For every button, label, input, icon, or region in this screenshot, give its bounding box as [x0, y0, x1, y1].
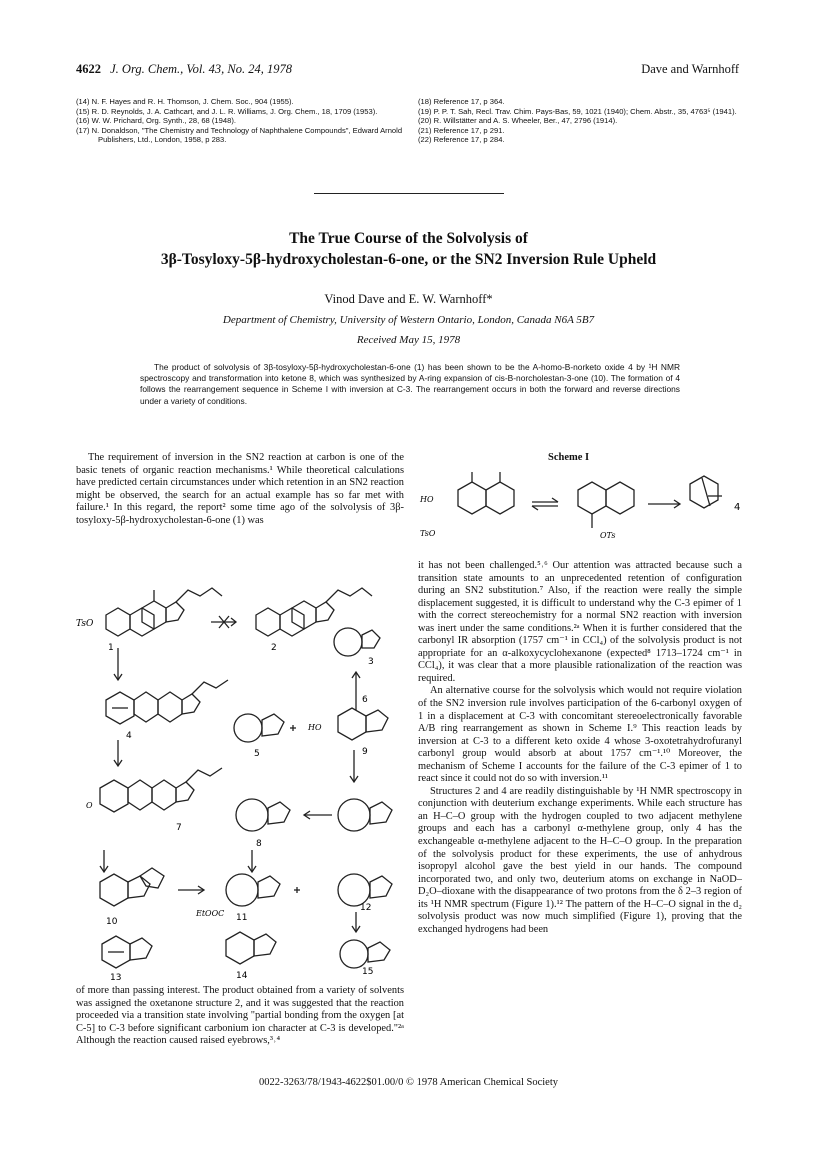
scheme-1-figure: [418, 466, 748, 546]
reference-item: (21) Reference 17, p 291.: [418, 125, 505, 135]
label-compound-15: 15: [362, 967, 374, 977]
label-compound-4: 4: [126, 731, 132, 741]
label-compound-10: 10: [106, 917, 118, 927]
reference-item: (18) Reference 17, p 364.: [418, 97, 505, 106]
references-right: [418, 97, 748, 145]
label-compound-5: 5: [254, 749, 260, 759]
label-ho: HO: [308, 723, 322, 732]
article-title-line1: The True Course of the Solvolysis of: [289, 230, 528, 247]
label-ho: HO: [420, 495, 434, 504]
article-authors: Vinod Dave and E. W. Warnhoff*: [324, 292, 493, 306]
label-compound-2: 2: [271, 643, 277, 653]
intro-paragraph: The requirement of inversion in the SN2 reaction at carbon is one of the basic tenets of organic reaction mechanisms.¹ While theoretical calculations have predicted certain circumstances under which retention in an SN2 reaction might be observed, the search for an actual example has so far met with failure.¹ In this regard, the report² some time ago of the solvolysis of 3β-tosyloxy-5β-hydroxycholestan-6-one (1) was: [76, 452, 404, 526]
references-left: [76, 97, 406, 145]
label-compound-13: 13: [110, 973, 122, 983]
abstract: The product of solvolysis of 3β-tosyloxy-5β-hydroxycholestan-6-one (1) has been shown to be the A-homo-B-norketo oxide 4 by ¹H NMR spectroscopy and transformation into ketone 8, which was synthesized by A-ring expansion of cis-B-norcholestan-3-one (10). The formation of 4 follows the rearrangement sequence in Scheme I with inversion at C-3. The rearrangement occurs in both the forward and reverse directions under a variety of conditions.: [140, 362, 680, 406]
scheme-title: Scheme I: [548, 452, 590, 463]
reference-item: (15) R. D. Reynolds, J. A. Cathcart, and J. L. R. Williams, J. Org. Chem., 18, 1709 (1953).: [76, 106, 378, 116]
copyright-footer: 0022-3263/78/1943-4622$01.00/0 © 1978 American Chemical Society: [258, 1077, 559, 1088]
running-title: Dave and Warnhoff: [641, 62, 739, 76]
label-tso: TsO: [76, 619, 94, 629]
left-column-top: [76, 452, 404, 527]
label-compound-4: 4: [734, 502, 741, 513]
section-divider: [314, 193, 504, 194]
reference-item: (14) N. F. Hayes and R. H. Thomson, J. Chem. Soc., 904 (1955).: [76, 97, 294, 106]
label-compound-8: 8: [256, 839, 262, 849]
label-ots: OTs: [600, 531, 616, 540]
label-compound-6: 6: [362, 695, 368, 705]
article-title-line2: 3β-Tosyloxy-5β-hydroxycholestan-6-one, or the SN2 Inversion Rule Upheld: [160, 251, 657, 268]
continuation-paragraph: of more than passing interest. The product obtained from a variety of solvents was assigned the oxetanone structure 2, and it was suggested that the reaction proceeded via a transition state involving "partial bonding from the oxygen [at C-5] to C-3 before significant carbonium ion character at C-3 is developed."²ᵃ Although the reaction caused raised eyebrows,³˒⁴: [76, 985, 404, 1047]
left-column-bottom: [76, 985, 404, 1048]
page-number: 4622: [76, 62, 101, 76]
label-compound-9: 9: [362, 747, 368, 757]
label-compound-3: 3: [368, 657, 374, 667]
reference-item: (20) R. Willstätter and A. S. Wheeler, Ber., 47, 2796 (1914).: [418, 116, 618, 126]
label-compound-11: 11: [236, 913, 248, 923]
body-paragraph-2: An alternative course for the solvolysis which would not require violation of the SN2 inversion rule involves participation of the 6-carbonyl oxygen of 1 in a displacement at C-3 with concomitant stereoelectronically favorable A/B ring rearrangement as shown in Scheme I.⁹ This reaction leads by inversion at C-3 to a different keto oxide 4 whose 3-oxotetrahydrofuranyl carbonyl group would absorb at about 1757 cm⁻¹.¹⁰ Moreover, the mechanism of Scheme I accounts for the failure of the C-3 epimer of 1 to react since it could not do so with inversion.¹¹: [418, 685, 742, 785]
page-header-left: [76, 62, 292, 77]
received-date: Received May 15, 1978: [356, 334, 461, 346]
label-o: O: [86, 801, 93, 810]
article-affiliation: Department of Chemistry, University of Western Ontario, London, Canada N6A 5B7: [222, 314, 595, 326]
body-paragraph-1: it has not been challenged.⁵˒⁶ Our attention was attracted because such a transition state amounts to an unprecedented retention of configuration during an SN2 substitution.⁷ Also, if the reaction were really the simple displacement suggested, it is difficult to understand why the C-3 epimer of 1 with the correct stereochemistry for a normal SN2 reaction with inversion was inert under the same conditions.²ᵃ When it is further considered that the carbonyl IR absorption (1757 cm⁻¹ in CCl₄) of the solvolysis product is not appropriate for an α-alkoxycyclohexanone (expected⁸ 1713–1724 cm⁻¹ in CCl₄), it was clear that a more plausible rationalization of the reaction was required.: [418, 560, 742, 684]
label-compound-1: 1: [108, 643, 114, 653]
label-compound-12: 12: [360, 903, 372, 913]
right-column: [418, 560, 742, 936]
journal-citation: J. Org. Chem., Vol. 43, No. 24, 1978: [110, 62, 292, 76]
reference-item: (22) Reference 17, p 284.: [418, 135, 505, 145]
reference-item: (17) N. Donaldson, "The Chemistry and Technology of Naphthalene Compounds", Edward Arnold Publishers, Ltd., London, 1958, p 283.: [76, 125, 403, 145]
label-tso: TsO: [420, 529, 436, 538]
label-etooc: EtOOC: [196, 909, 225, 918]
reference-item: (16) W. W. Prichard, Org. Synth., 28, 68 (1948).: [76, 116, 236, 126]
label-compound-7: 7: [176, 823, 182, 833]
body-paragraph-3: Structures 2 and 4 are readily distinguishable by ¹H NMR spectroscopy in conjunction with deuterium exchange experiments. While each structure has an H–C–O group with the hydrogen coupled to two adjacent methylene groups and each has a carbonyl α-methylene group, only 4 has the exchangeable α-methylene adjacent to the H–C–O group. In the preparation of the solvolysis product for these experiments, the use of anhydrous isopropyl alcohol gave the best yield in our hands. The compound incorporated two, and only two, deuterium atoms on exchange in NaOD–D₂O–dioxane with the disappearance of two protons from the δ 2–3 region of its ¹H NMR spectrum (Figure 1).¹² The pattern of the H–C–O signal in the d₂ solvolysis product was now much simplified (Figure 1), proving that the exchanged hydrogens had been: [418, 785, 742, 935]
label-compound-14: 14: [236, 971, 248, 981]
structures-figure: [76, 560, 406, 983]
reference-item: (19) P. P. T. Sah, Recl. Trav. Chim. Pays-Bas, 59, 1021 (1940); Chem. Abstr., 35, 4763⁵ (1941).: [418, 106, 737, 116]
